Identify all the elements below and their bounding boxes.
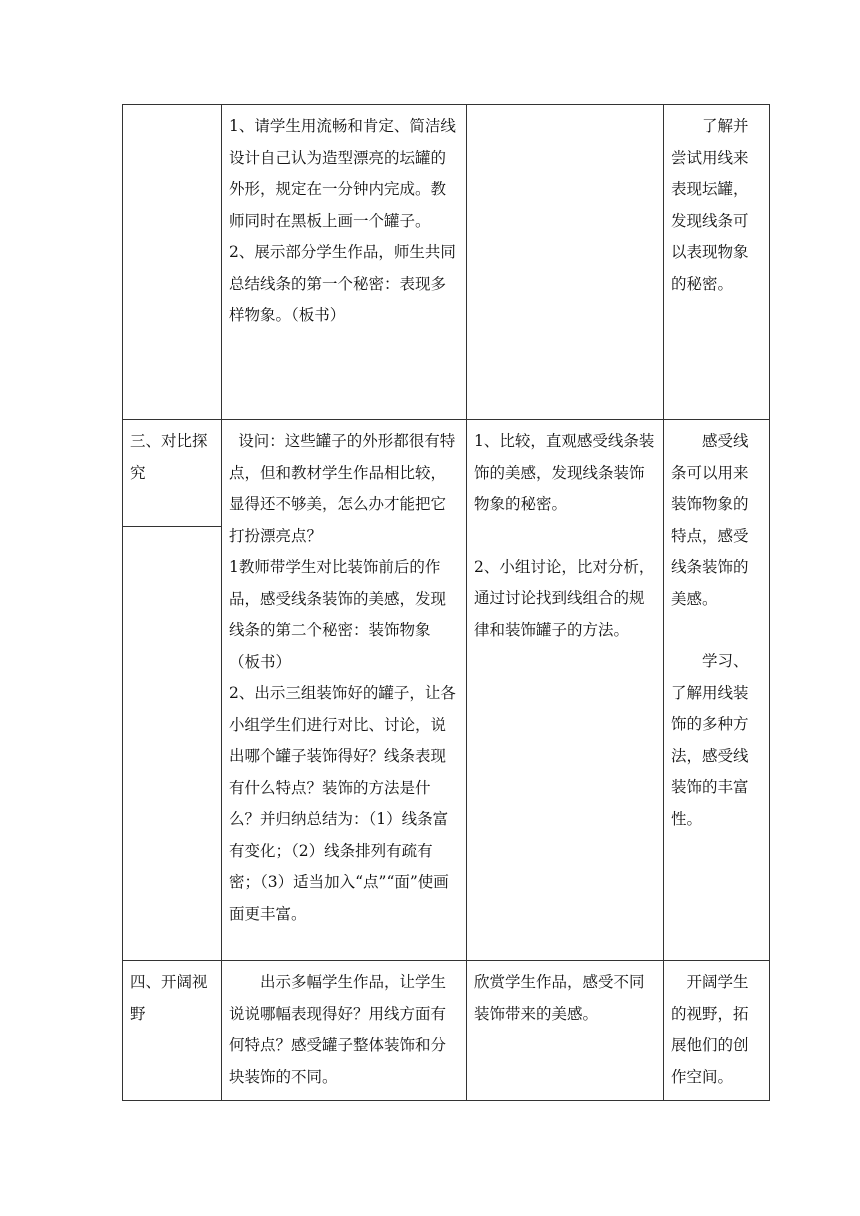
student-paragraph: 2、小组讨论，比对分析，通过讨论找到线组合的规律和装饰罐子的方法。 bbox=[474, 557, 655, 639]
teacher-activity-cell bbox=[222, 961, 467, 1101]
table-row bbox=[123, 420, 770, 961]
stage-label bbox=[123, 105, 221, 115]
design-intent-cell bbox=[664, 420, 770, 961]
design-intent-cell bbox=[664, 105, 770, 420]
stage-label: 三、对比探究 bbox=[130, 432, 208, 482]
intent-paragraph: 学习、了解用线装饰的多种方法，感受线装饰的丰富性。 bbox=[671, 652, 749, 828]
teacher-paragraph: 2、展示部分学生作品，师生共同总结线条的第一个秘密：表现多样物象。（板书） bbox=[229, 243, 456, 324]
teacher-activity-cell bbox=[222, 420, 467, 961]
intent-paragraph: 感受线条可以用来装饰物象的特点，感受线条装饰的美感。 bbox=[671, 432, 749, 608]
intent-paragraph: 了解并尝试用线来表现坛罐，发现线条可以表现物象的秘密。 bbox=[671, 117, 749, 293]
student-paragraph: 1、比较，直观感受线条装饰的美感，发现线条装饰物象的秘密。 bbox=[474, 432, 655, 513]
teacher-activity-cell bbox=[222, 105, 467, 420]
table-row bbox=[123, 105, 770, 420]
stage-cell bbox=[123, 105, 222, 420]
lesson-plan-table bbox=[122, 104, 770, 1101]
table-row bbox=[123, 961, 770, 1101]
intent-paragraph: 开阔学生的视野，拓展他们的创作空间。 bbox=[671, 973, 749, 1086]
teacher-paragraph: 2、出示三组装饰好的罐子，让各小组学生们进行对比、讨论，说出哪个罐子装饰得好？线条表现有什么特点？装饰的方法是什么？并归纳总结为：（1）线条富有变化；（2）线条排列有疏有密；（3）适当加入“点”“面”使画面更丰富。 bbox=[229, 684, 456, 923]
stage-cell bbox=[123, 420, 222, 961]
cell-divider bbox=[122, 526, 222, 527]
stage-cell bbox=[123, 961, 222, 1101]
teacher-paragraph: 1、请学生用流畅和肯定、简洁线设计自己认为造型漂亮的坛罐的外形，规定在一分钟内完成。教师同时在黑板上画一个罐子。 bbox=[229, 117, 456, 230]
student-paragraph: 欣赏学生作品，感受不同装饰带来的美感。 bbox=[474, 973, 645, 1023]
teacher-paragraph: 设问：这些罐子的外形都很有特点，但和教材学生作品相比较，显得还不够美，怎么办才能把它打扮漂亮点？ bbox=[229, 432, 456, 545]
teacher-paragraph: 出示多幅学生作品，让学生说说哪幅表现得好？用线方面有何特点？感受罐子整体装饰和分块装饰的不同。 bbox=[229, 973, 447, 1086]
design-intent-cell bbox=[664, 961, 770, 1101]
teacher-paragraph: 1教师带学生对比装饰前后的作品，感受线条装饰的美感，发现线条的第二个秘密：装饰物象 （板书） bbox=[229, 558, 447, 671]
stage-label: 四、开阔视野 bbox=[130, 973, 208, 1023]
student-activity-cell bbox=[467, 105, 664, 420]
student-activity-cell bbox=[467, 961, 664, 1101]
student-activity-cell bbox=[467, 420, 664, 961]
